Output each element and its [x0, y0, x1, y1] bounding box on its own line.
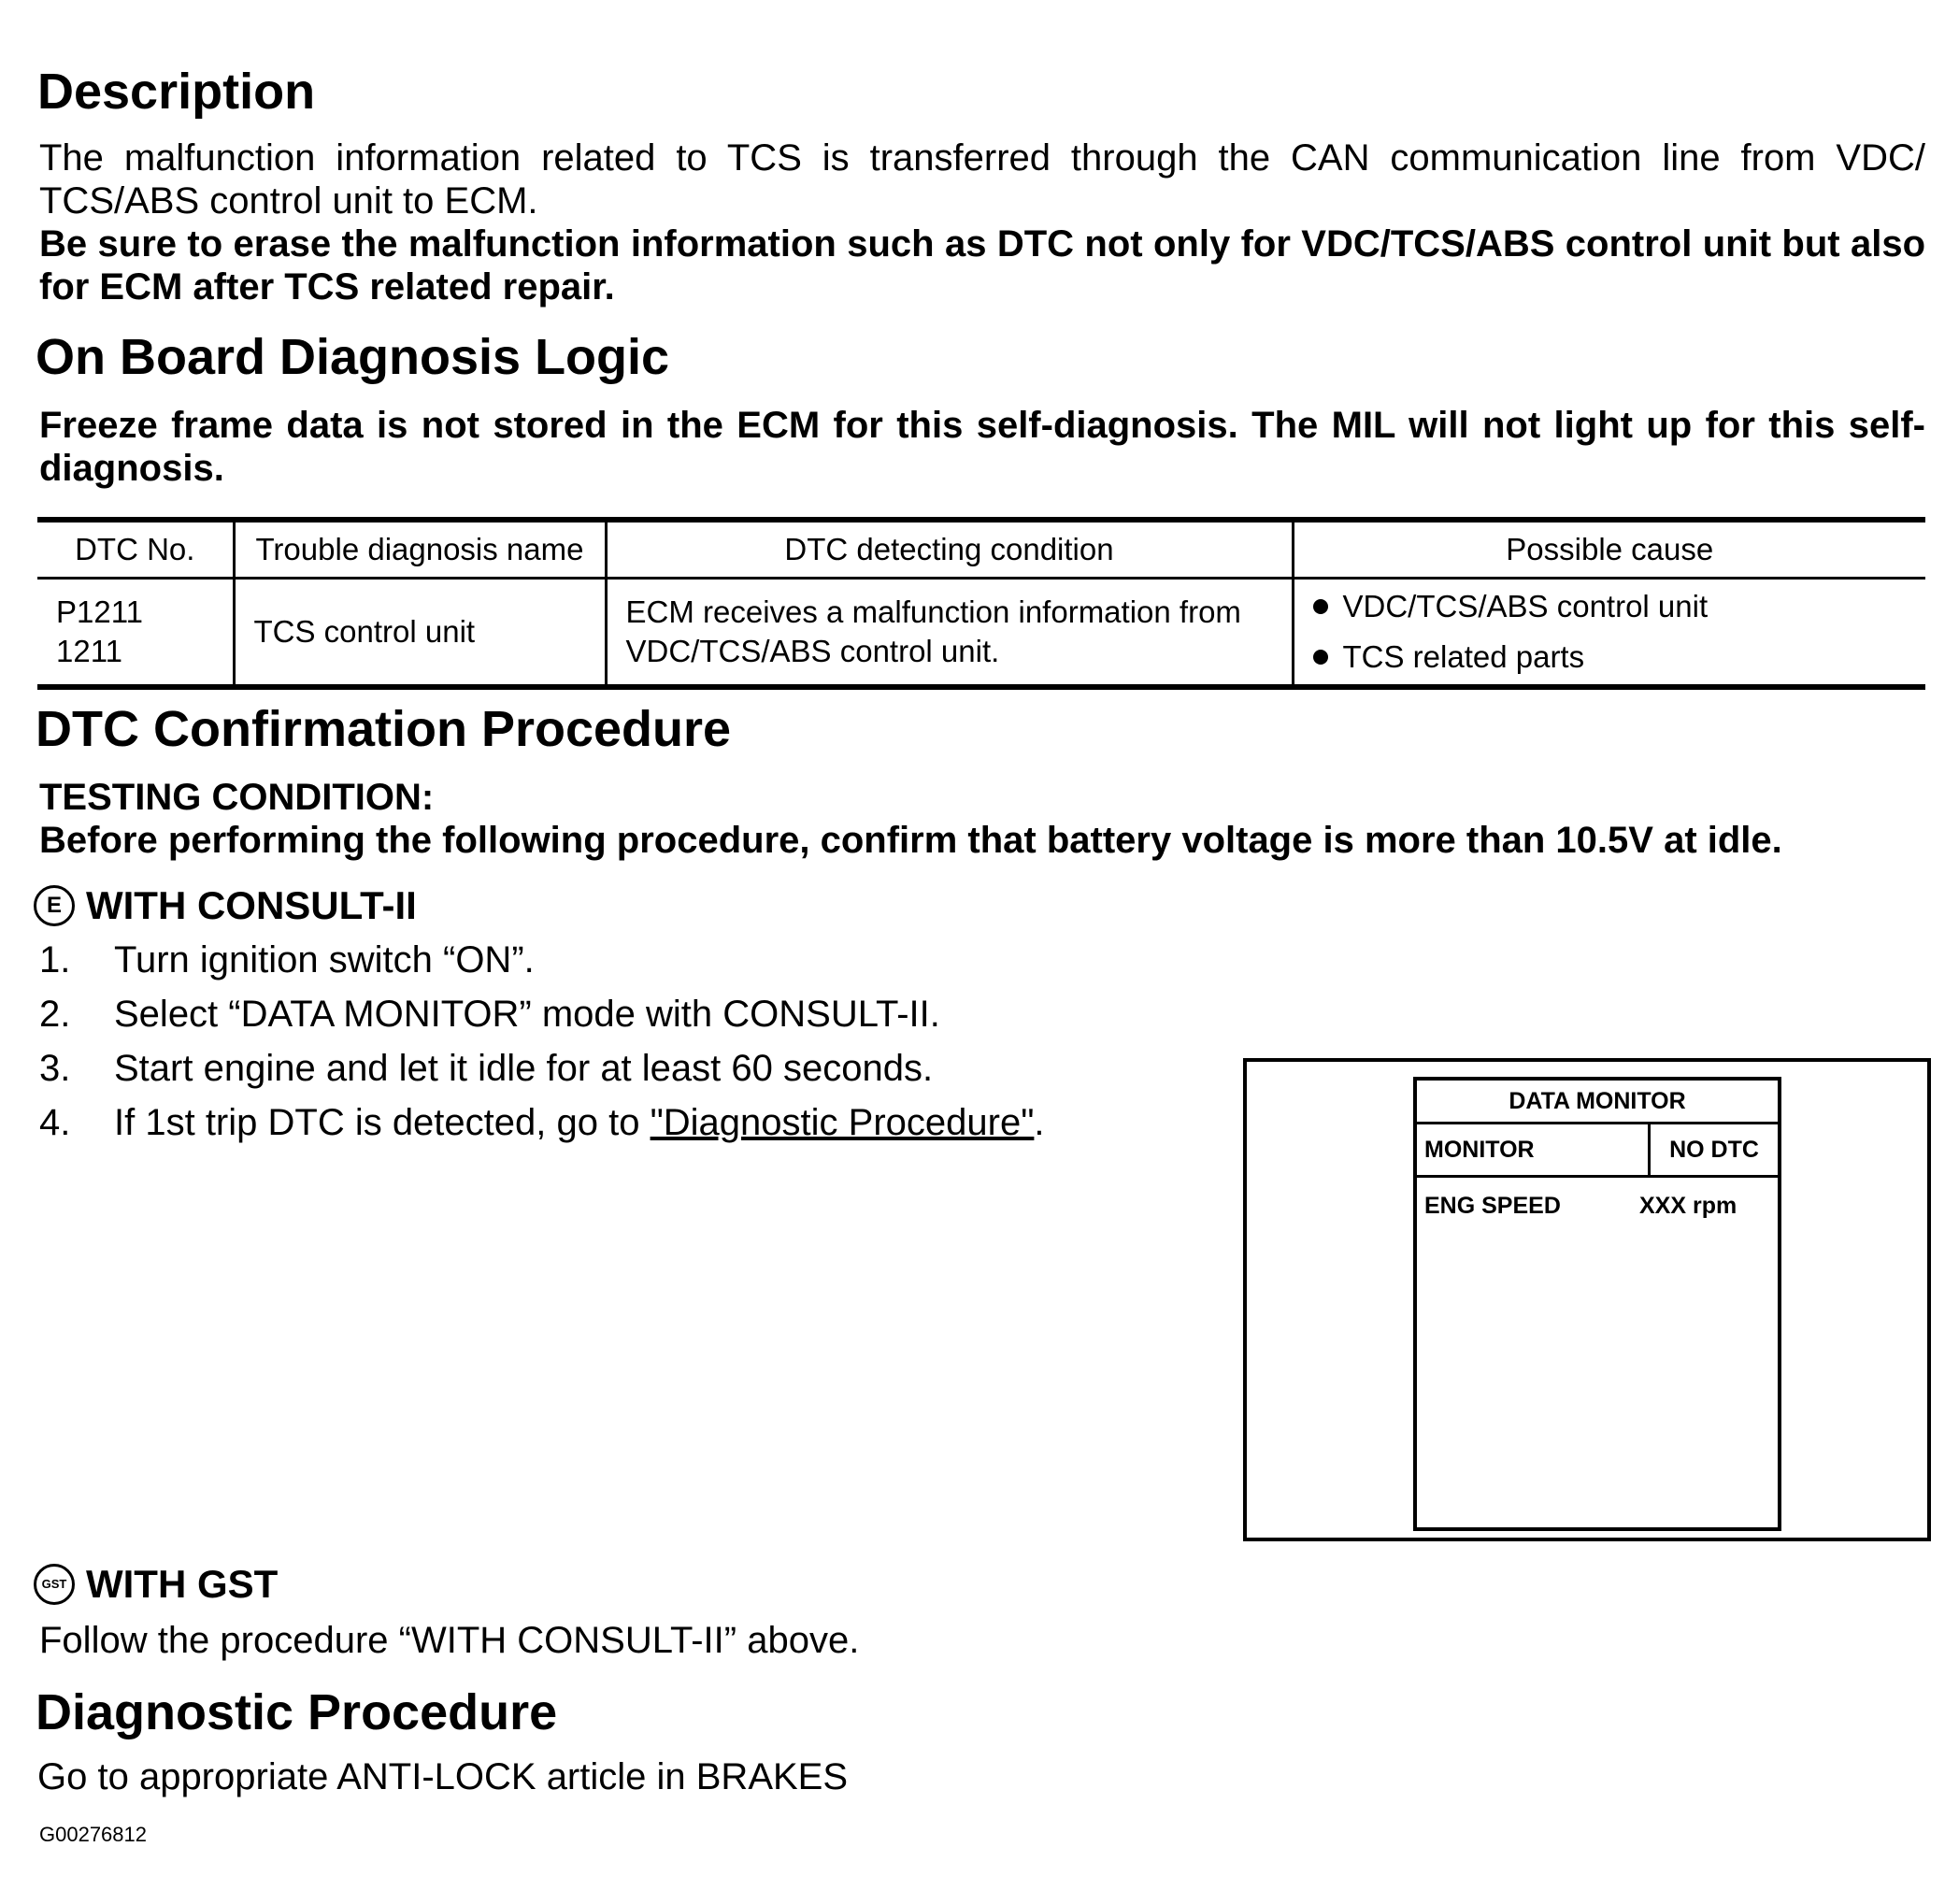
data-monitor-row: [1417, 1178, 1778, 1220]
description-heading: Description: [37, 64, 316, 120]
figure-id: G00276812: [39, 1823, 147, 1846]
data-monitor-header: [1417, 1124, 1778, 1178]
condition-line: VDC/TCS/ABS control unit.: [625, 634, 1000, 668]
step-text: Start engine and let it idle for at least 60 seconds.: [114, 1048, 934, 1089]
cause-text: TCS related parts: [1342, 639, 1585, 674]
gst-section-header: [34, 1563, 278, 1606]
step-text: [114, 1095, 1045, 1150]
eng-speed-label: ENG SPEED: [1424, 1193, 1561, 1219]
header-possible-cause: Possible cause: [1293, 520, 1925, 579]
description-text: The malfunction information related to TCS is transferred through the CAN communication line from VDC/ TCS/ABS control unit to ECM.: [39, 137, 1925, 222]
list-item: [39, 1041, 1045, 1095]
step-text-before: If 1st trip DTC is detected, go to: [114, 1102, 651, 1143]
diagnostic-heading: Diagnostic Procedure: [36, 1684, 558, 1740]
consult-steps: [39, 933, 1045, 1150]
gst-text: Follow the procedure “WITH CONSULT-II” above.: [39, 1620, 860, 1661]
testing-condition-text: Before performing the following procedure, confirm that battery voltage is more than 10.5V at idle.: [39, 820, 1782, 861]
cause-item: [1313, 637, 1908, 677]
header-detecting-condition: DTC detecting condition: [606, 520, 1293, 579]
step-text-after: .: [1034, 1102, 1045, 1143]
bullet-icon: [1313, 599, 1328, 614]
dtc-code: P1211: [56, 594, 143, 629]
condition-line: ECM receives a malfunction information from: [625, 594, 1241, 629]
gst-heading: WITH GST: [86, 1562, 279, 1606]
confirmation-heading: DTC Confirmation Procedure: [36, 701, 732, 757]
step-number: 4.: [39, 1102, 71, 1143]
consult-heading: WITH CONSULT-II: [86, 883, 417, 927]
status-column-label: NO DTC: [1669, 1137, 1759, 1163]
data-monitor-figure: [1243, 1058, 1931, 1541]
step-text: Select “DATA MONITOR” mode with CONSULT-II.: [114, 994, 940, 1035]
dtc-table: [37, 517, 1925, 690]
data-monitor-screen: [1413, 1077, 1781, 1531]
consult-icon: E: [34, 885, 75, 926]
diagnostic-text: Go to appropriate ANTI-LOCK article in BRAKES: [37, 1756, 849, 1797]
cause-item: [1313, 587, 1908, 626]
obd-heading: On Board Diagnosis Logic: [36, 329, 670, 385]
header-dtc-no: DTC No.: [37, 520, 234, 579]
gst-icon: GST: [34, 1564, 75, 1605]
list-item: [39, 987, 1045, 1041]
cell-dtc-no: [37, 579, 234, 688]
cell-trouble-name: TCS control unit: [234, 579, 606, 688]
testing-condition-label: TESTING CONDITION:: [39, 777, 435, 818]
description-note: Be sure to erase the malfunction information such as DTC not only for VDC/TCS/ABS control unit but also for ECM after TCS related repair.: [39, 223, 1925, 308]
eng-speed-value: XXX rpm: [1639, 1193, 1737, 1219]
step-number: 2.: [39, 994, 71, 1035]
monitor-column-label: MONITOR: [1417, 1124, 1651, 1175]
cell-detecting-condition: [606, 579, 1293, 688]
bullet-icon: [1313, 650, 1328, 665]
list-item: [39, 1095, 1045, 1150]
step-number: 3.: [39, 1048, 71, 1089]
consult-section-header: [34, 884, 417, 927]
table-header-row: [37, 520, 1925, 579]
cause-text: VDC/TCS/ABS control unit: [1342, 589, 1709, 623]
obd-note: Freeze frame data is not stored in the ECM for this self-diagnosis. The MIL will not light up for this self-diagnosis.: [39, 405, 1925, 489]
step-text: Turn ignition switch “ON”.: [114, 939, 535, 981]
list-item: [39, 933, 1045, 987]
data-monitor-title: DATA MONITOR: [1417, 1081, 1778, 1124]
diagnostic-procedure-link[interactable]: "Diagnostic Procedure": [650, 1102, 1035, 1143]
dtc-code-alt: 1211: [56, 634, 122, 668]
step-number: 1.: [39, 939, 71, 981]
header-trouble-name: Trouble diagnosis name: [234, 520, 606, 579]
cell-possible-cause: [1293, 579, 1925, 688]
table-row: [37, 579, 1925, 688]
